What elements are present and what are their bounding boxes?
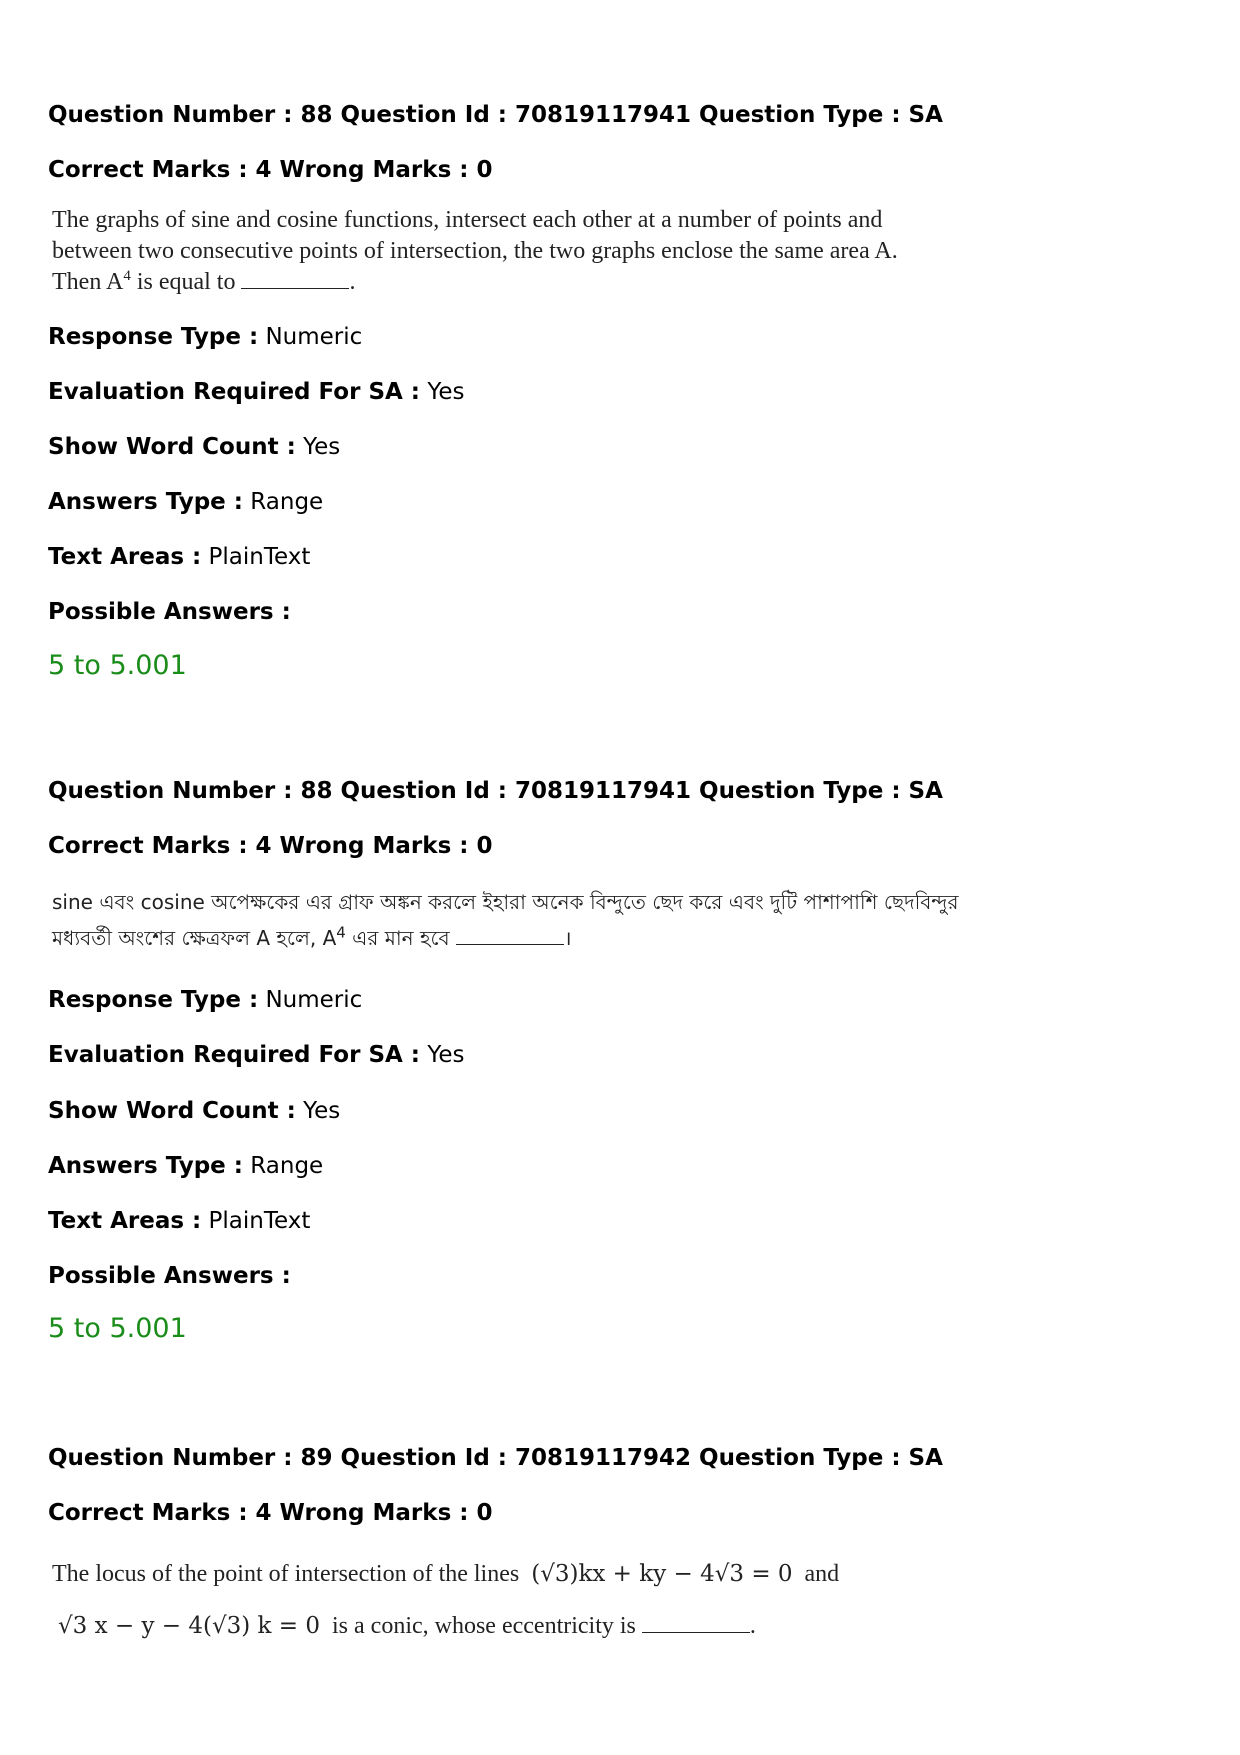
- text-areas: Text Areas : PlainText: [48, 544, 311, 570]
- possible-answers-label: Possible Answers :: [48, 1263, 291, 1289]
- question-header: Question Number : 88 Question Id : 70819117941 Question Type : SA: [48, 778, 943, 804]
- question-text-line: √3 x − y − 4(√3) k = 0 is a conic, whose eccentricity is .: [58, 1613, 756, 1639]
- question-text-line: The graphs of sine and cosine functions, intersect each other at a number of points and: [52, 207, 883, 233]
- question-text-line: sine এবং cosine অপেক্ষকের এর গ্রাফ অঙ্কন করলে ইহারা অনেক বিন্দুতে ছেদ করে এবং দুটি পাশাপাশি ছেদবিন্দুর: [52, 890, 959, 914]
- question-header: Question Number : 88 Question Id : 70819117941 Question Type : SA: [48, 102, 943, 128]
- equation-2: √3 x − y − 4(√3) k = 0: [58, 1613, 320, 1639]
- answer-blank: [642, 1614, 750, 1633]
- question-text-line: মধ্যবর্তী অংশের ক্ষেত্রফল A হলে, $A^4$ এর মান হবে ।: [52, 923, 572, 950]
- possible-answer: 5 to 5.001: [48, 1313, 187, 1344]
- question-text-line: between two consecutive points of intersection, the two graphs enclose the same area A.: [52, 238, 898, 264]
- evaluation-required: Evaluation Required For SA : Yes: [48, 379, 465, 405]
- evaluation-required: Evaluation Required For SA : Yes: [48, 1042, 465, 1068]
- answer-blank: [456, 926, 564, 945]
- answers-type: Answers Type : Range: [48, 489, 324, 515]
- response-type: Response Type : Numeric: [48, 987, 363, 1013]
- answer-blank: [241, 270, 349, 289]
- question-marks: Correct Marks : 4 Wrong Marks : 0: [48, 1500, 493, 1526]
- equation-1: (√3)kx + ky − 4√3 = 0: [531, 1561, 793, 1587]
- question-text: [52, 1548, 952, 1652]
- question-header: Question Number : 89 Question Id : 70819117942 Question Type : SA: [48, 1445, 943, 1471]
- answers-type: Answers Type : Range: [48, 1153, 324, 1179]
- possible-answer: 5 to 5.001: [48, 650, 187, 681]
- possible-answers-label: Possible Answers :: [48, 599, 291, 625]
- question-text-line: The locus of the point of intersection of the lines (√3)kx + ky − 4√3 = 0 and: [52, 1561, 840, 1587]
- show-word-count: Show Word Count : Yes: [48, 1098, 341, 1124]
- question-text-line: Then $A^4$ is equal to .: [52, 268, 356, 295]
- question-marks: Correct Marks : 4 Wrong Marks : 0: [48, 833, 493, 859]
- text-areas: Text Areas : PlainText: [48, 1208, 311, 1234]
- question-text: [52, 205, 952, 298]
- response-type: Response Type : Numeric: [48, 324, 363, 350]
- question-marks: Correct Marks : 4 Wrong Marks : 0: [48, 157, 493, 183]
- show-word-count: Show Word Count : Yes: [48, 434, 341, 460]
- question-text: [52, 884, 959, 956]
